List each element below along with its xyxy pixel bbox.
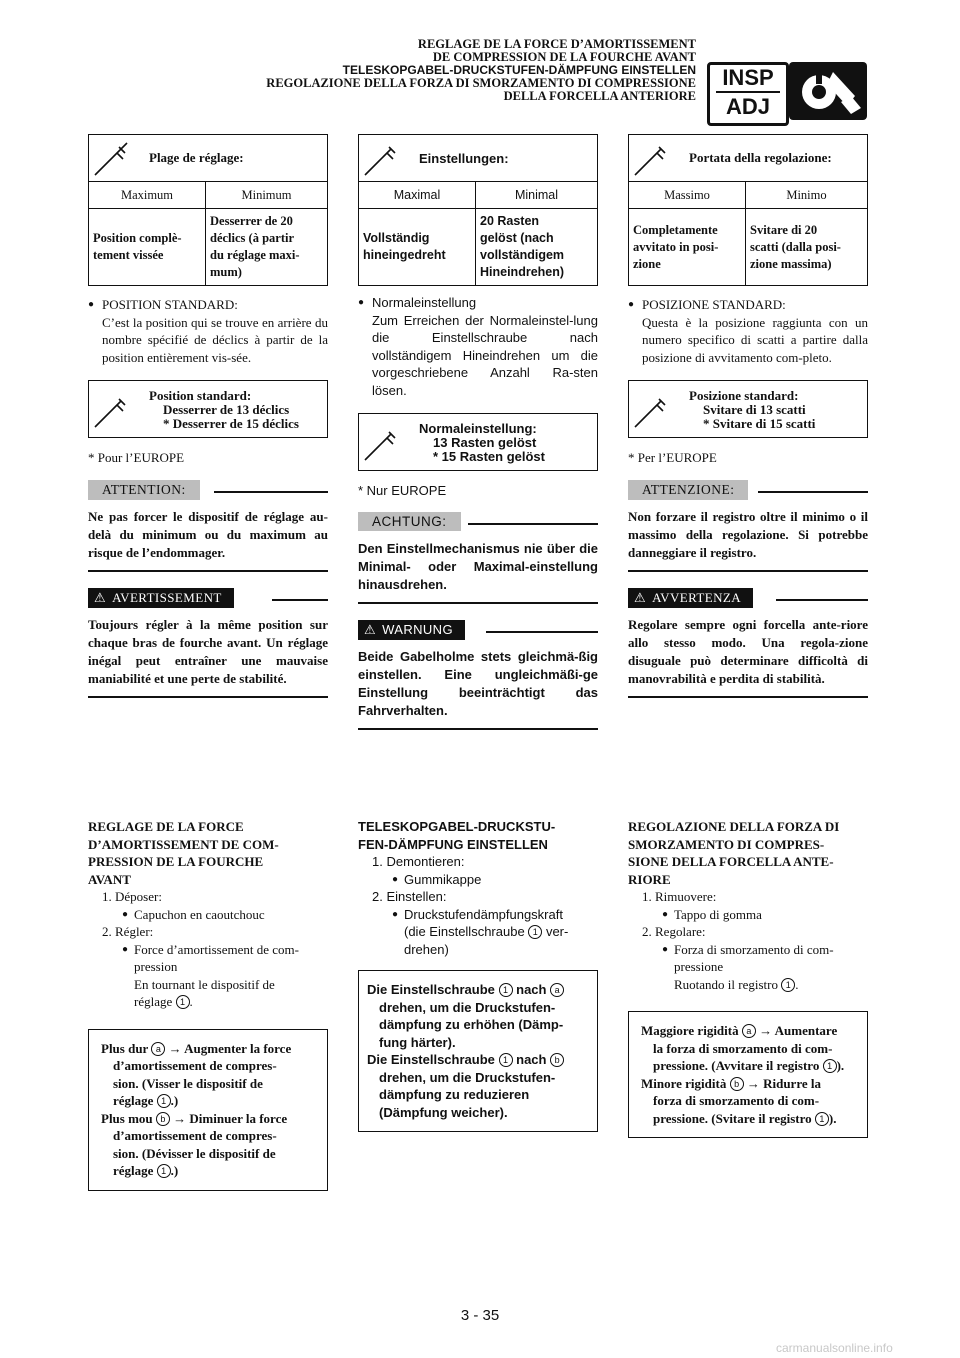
column-french	[88, 134, 328, 698]
warning-text: Toujours régler à la même position sur chaque bras de fourche avant. Un réglage inégal peut entraîner une mauvaise maniabilité et une perte de stabilité.	[88, 616, 328, 698]
col-max: Massimo	[629, 182, 746, 209]
region-note: * Per l’EUROPE	[628, 450, 717, 465]
std-box	[358, 413, 598, 471]
column-german	[358, 134, 598, 730]
caution-label: ATTENTION:	[88, 480, 200, 500]
header-line-5: DELLA FORCELLA ANTERIORE	[503, 89, 696, 103]
adjust-tool-icon	[89, 381, 149, 433]
col-min: Minimo	[746, 182, 868, 209]
val-max: Vollständig hineingedreht	[359, 209, 476, 286]
warning-icon: ⚠	[364, 622, 377, 637]
procedure-french	[88, 818, 328, 1191]
step-1: 1. Demontieren:	[372, 854, 465, 869]
adjust-tool-icon	[629, 381, 689, 433]
warning-text: Beide Gabelholme stets gleichmä-ßig einstellen. Eine ungleichmäßi-ge Einstellung beeinträchtigt das Fahrverhalten.	[358, 648, 598, 730]
caution-label: ACHTUNG:	[358, 512, 461, 531]
step-1: 1. Rimuovere:	[642, 889, 717, 904]
warning-icon: ⚠	[634, 590, 647, 605]
caution-header	[358, 512, 598, 534]
watermark: carmanualsonline.info	[776, 1341, 893, 1355]
header-line-2: DE COMPRESSION DE LA FOURCHE AVANT	[432, 50, 696, 64]
std-box-title: Normaleinstellung:	[419, 421, 537, 436]
warning-label: AVERTISSEMENT	[112, 590, 222, 605]
step-2: 2. Einstellen:	[372, 889, 447, 904]
header-line-4: REGOLAZIONE DELLA FORZA DI SMORZAMENTO DI COMPRESSIONE	[266, 76, 696, 90]
page-number: 3 - 35	[460, 1307, 500, 1324]
val-min: Desserrer de 20 déclics (à partir du réglage maxi- mum)	[206, 209, 328, 286]
caution-text: Den Einstellmechanismus nie über die Minimal- oder Maximal-einstellung hinausdrehen.	[358, 540, 598, 604]
std-box	[628, 380, 868, 438]
column-italian	[628, 134, 868, 698]
section-title: REGLAGE DE LA FORCE D’AMORTISSEMENT DE COM- PRESSION DE LA FOURCHE AVANT	[88, 819, 279, 887]
val-max: Completamente avvitato in posi- zione	[629, 209, 746, 286]
val-max: Position complè- tement vissée	[89, 209, 206, 286]
warning-header	[358, 620, 598, 642]
insp-adj-badge	[707, 62, 789, 126]
std-box-title: Posizione standard:	[689, 388, 799, 403]
adjust-tool-icon	[629, 135, 689, 181]
spec-table-it	[628, 134, 868, 286]
caution-text: Non forzare il registro oltre il minimo o il massimo della regolazione. Si potrebbe danneggiare il registro.	[628, 508, 868, 572]
adjust-box: Die Einstellschraube 1 nach a drehen, um die Druckstufen- dämpfung zu erhöhen (Dämp- fung härter). Die Einstellschraube 1 nach b drehen, um die Druckstufen- dämpfung zu reduzieren (Dämpfung weicher).	[358, 970, 598, 1132]
badge-bottom: ADJ	[725, 94, 770, 119]
header-line-3: TELESKOPGABEL-DRUCKSTUFEN-DÄMPFUNG EINSTELLEN	[342, 63, 696, 77]
wrench-tool-icon	[789, 62, 867, 120]
spec-title: Einstellungen:	[419, 150, 509, 166]
std-box	[88, 380, 328, 438]
region-note: * Pour l’EUROPE	[88, 450, 185, 465]
adjust-tool-icon	[359, 414, 419, 466]
step-1-item: ● Tappo di gomma	[628, 906, 868, 924]
step-2-detail: En tournant le dispositif de réglage 1 .	[134, 976, 275, 1009]
std-box-title: Position standard:	[149, 388, 252, 403]
col-max: Maximum	[89, 182, 206, 209]
step-1-item: ● Capuchon en caoutchouc	[88, 906, 328, 924]
spec-title: Portata della regolazione:	[689, 150, 832, 165]
spec-table-de	[358, 134, 598, 286]
std-box-l1: Desserrer de 13 déclics	[163, 402, 290, 417]
procedure-german	[358, 818, 598, 1132]
caution-header	[628, 480, 868, 502]
adjust-tool-icon	[359, 135, 419, 181]
region-note: * Nur EUROPE	[358, 483, 447, 498]
badge-top: INSP	[722, 65, 774, 90]
adjust-tool-icon	[89, 135, 149, 181]
col-max: Maximal	[359, 182, 476, 209]
warning-icon: ⚠	[94, 590, 107, 605]
step-2-item: ● Force d’amortissement de com- pression	[88, 941, 328, 976]
std-text: C’est la position qui se trouve en arrière du nombre spécifié de déclics à partir de la position entièrement vis-sée.	[102, 314, 328, 365]
std-label: ● Normaleinstellung	[358, 294, 598, 312]
warning-label: AVVERTENZA	[652, 590, 741, 605]
caution-text: Ne pas forcer le dispositif de réglage au-delà du minimum ou du maximum au risque de l’endommager.	[88, 508, 328, 572]
std-box-l2: * Svitare di 15 scatti	[703, 416, 816, 431]
step-2-detail: Ruotando il registro 1 .	[674, 976, 799, 992]
std-text: Zum Erreichen der Normaleinstel-lung die Einstellschraube nach vollständigem Hineindrehen um die vorgeschriebene Anzahl Ra-sten lösen.	[372, 312, 598, 398]
warning-text: Regolare sempre ogni forcella ante-riore allo stesso modo. Una regola-zione disuguale può determinare difficoltà di manovrabilità e perdita di stabilità.	[628, 616, 868, 698]
procedure-italian	[628, 818, 868, 1138]
page-header	[180, 38, 696, 103]
step-1-item: ● Gummikappe	[358, 871, 598, 889]
spec-title: Plage de réglage:	[149, 150, 244, 165]
warning-header	[628, 588, 868, 610]
std-box-l2: * Desserrer de 15 déclics	[163, 416, 299, 431]
spec-table-fr	[88, 134, 328, 286]
val-min: 20 Rasten gelöst (nach vollständigem Hineindrehen)	[476, 209, 598, 286]
header-line-1: REGLAGE DE LA FORCE D’AMORTISSEMENT	[417, 37, 696, 51]
caution-label: ATTENZIONE:	[628, 480, 748, 500]
col-min: Minimal	[476, 182, 598, 209]
std-text: Questa è la posizione raggiunta con un numero specifico di scatti a partire dalla posizione di avvitamento com-pleto.	[642, 314, 868, 365]
step-2: 2. Regolare:	[642, 924, 706, 939]
std-label: ● POSITION STANDARD:	[88, 296, 328, 314]
adjust-box: Plus dur a → Augmenter la force d’amortissement de compres- sion. (Visser le dispositif de réglage 1 .) Plus mou b → Diminuer la force d’amortissement de compres- sion. (Dévisser le dispositif de réglage 1 .)	[88, 1029, 328, 1191]
std-box-l1: Svitare di 13 scatti	[703, 402, 806, 417]
std-box-l1: 13 Rasten gelöst	[433, 435, 537, 450]
section-title: TELESKOPGABEL-DRUCKSTU- FEN-DÄMPFUNG EINSTELLEN	[358, 819, 556, 852]
warning-label: WARNUNG	[382, 622, 453, 637]
std-label: ● POSIZIONE STANDARD:	[628, 296, 868, 314]
caution-header	[88, 480, 328, 502]
val-min: Svitare di 20 scatti (dalla posi- zione massima)	[746, 209, 868, 286]
step-2-item: ● Forza di smorzamento di com- pressione	[628, 941, 868, 976]
warning-header	[88, 588, 328, 610]
adjust-box: Maggiore rigidità a → Aumentare la forza di smorzamento di com- pressione. (Avvitare il registro 1 ). Minore rigidità b → Ridurre la forza di smorzamento di com- pressione. (Svitare il registro 1 ).	[628, 1011, 868, 1138]
step-1: 1. Déposer:	[102, 889, 162, 904]
step-2: 2. Régler:	[102, 924, 154, 939]
section-title: REGOLAZIONE DELLA FORZA DI SMORZAMENTO DI COMPRES- SIONE DELLA FORCELLA ANTE- RIORE	[628, 819, 840, 887]
std-box-l2: * 15 Rasten gelöst	[433, 449, 545, 464]
col-min: Minimum	[206, 182, 328, 209]
step-2-item: ● Druckstufendämpfungskraft (die Einstellschraube 1 ver- drehen)	[358, 906, 598, 959]
